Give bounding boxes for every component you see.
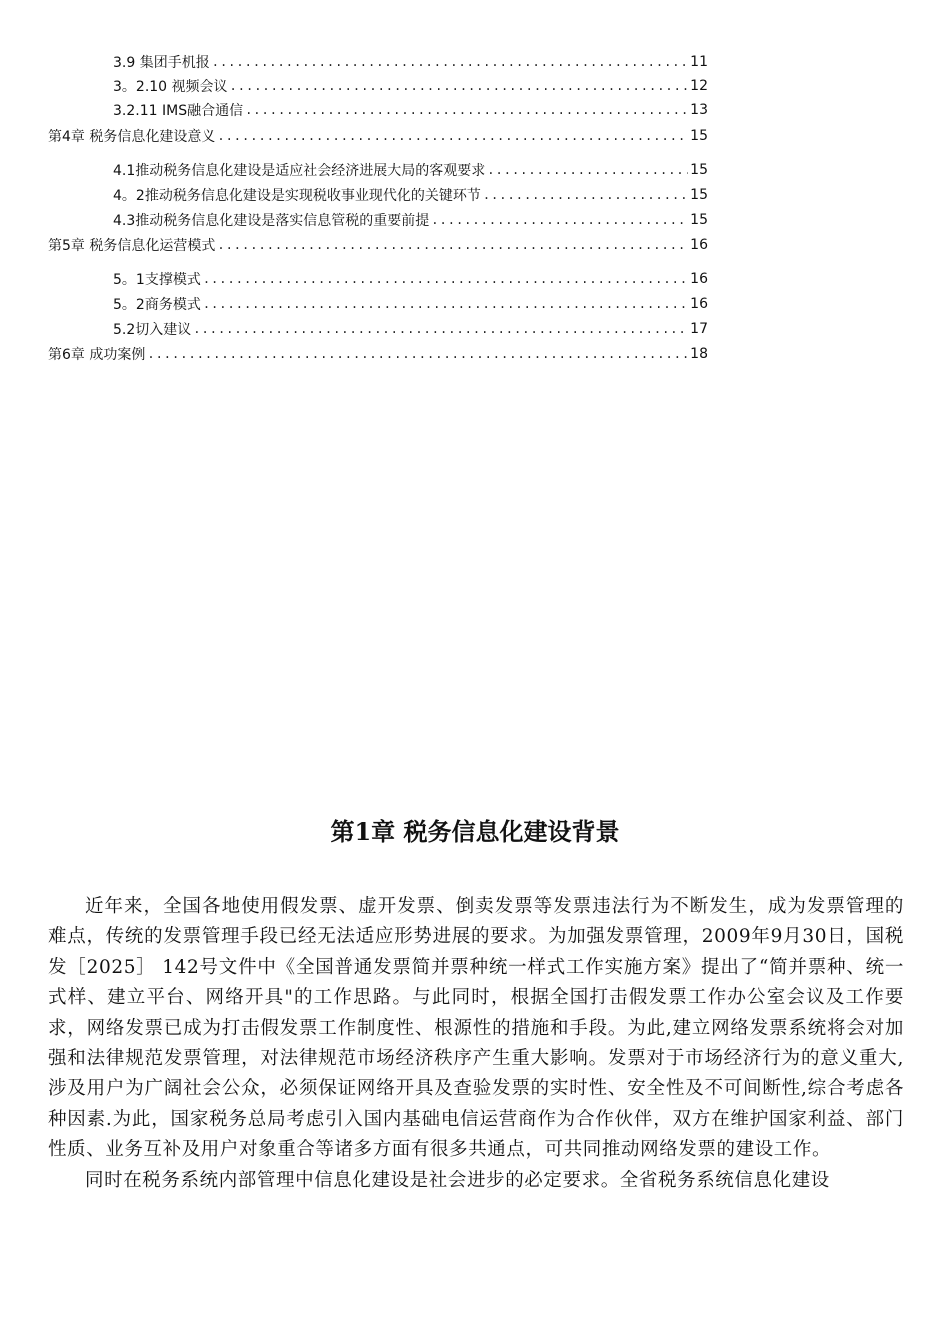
- toc-entry[interactable]: [113, 74, 708, 98]
- toc-chapter-entry[interactable]: [48, 342, 708, 366]
- toc-leader-dots: [217, 238, 688, 252]
- toc-entry-label: 4.1推动税务信息化建设是适应社会经济进展大局的客观要求: [113, 163, 486, 179]
- toc-entry-label: 5.2切入建议: [113, 322, 192, 338]
- toc-entry-page: 16: [690, 296, 708, 312]
- chapter-title: 第1章 税务信息化建设背景: [330, 817, 620, 846]
- toc-entry-page: 15: [690, 128, 708, 144]
- toc-leader-dots: [217, 129, 688, 143]
- toc-entry-label: 5。2商务模式: [113, 297, 201, 313]
- toc-entry-page: 12: [690, 78, 708, 94]
- chapter-body: [48, 892, 904, 1196]
- toc-entry-label: 3。2.10 视频会议: [113, 79, 228, 95]
- toc-leader-dots: [483, 188, 688, 202]
- toc-chapter-entry[interactable]: [48, 124, 708, 148]
- body-paragraph: 同时在税务系统内部管理中信息化建设是社会进步的必定要求。全省税务系统信息化建设: [85, 1169, 830, 1191]
- toc-leader-dots: [431, 213, 688, 227]
- toc-entry-page: 11: [690, 54, 708, 70]
- toc-leader-dots: [193, 322, 688, 336]
- toc-entry-label: 3.2.11 IMS融合通信: [113, 103, 244, 119]
- toc-entry-page: 15: [690, 212, 708, 228]
- toc-entry[interactable]: [113, 158, 708, 182]
- toc-entry-label: 4.3推动税务信息化建设是落实信息管税的重要前提: [113, 213, 430, 229]
- toc-leader-dots: [203, 272, 688, 286]
- toc-leader-dots: [245, 103, 688, 117]
- toc-entry-page: 15: [690, 187, 708, 203]
- toc-entry-page: 13: [690, 102, 708, 118]
- toc-entry-page: 16: [690, 237, 708, 253]
- toc-chapter-entry[interactable]: [48, 233, 708, 257]
- toc-entry-label: 第6章 成功案例: [48, 347, 146, 363]
- toc-leader-dots: [203, 297, 688, 311]
- toc-entry-label: 5。1支撑模式: [113, 272, 201, 288]
- toc-entry-page: 18: [690, 346, 708, 362]
- toc-entry[interactable]: [113, 267, 708, 291]
- toc-entry[interactable]: [113, 50, 708, 74]
- toc-entry-label: 第4章 税务信息化建设意义: [48, 129, 216, 145]
- toc-entry[interactable]: [113, 208, 708, 232]
- body-paragraph: 近年来，全国各地使用假发票、虚开发票、倒卖发票等发票违法行为不断发生，成为发票管理的难点，传统的发票管理手段已经无法适应形势进展的要求。为加强发票管理，2009年9月30日，国税发［2025］ 142号文件中《全国普通发票简并票种统一样式工作实施方案》提出了“简并票种、统一式样、建立平台、网络开具"的工作思路。与此同时，根据全国打击假发票工作办公室会议及工作要求，网络发票已成为打击假发票工作制度性、根源性的措施和手段。为此,建立网络发票系统将会对加强和法律规范发票管理，对法律规范市场经济秩序产生重大影响。发票对于市场经济行为的意义重大,涉及用户为广阔社会公众，必须保证网络开具及查验发票的实时性、安全性及不可间断性,综合考虑各种因素.为此，国家税务总局考虑引入国内基础电信运营商作为合作伙伴，双方在维护国家利益、部门性质、业务互补及用户对象重合等诸多方面有很多共通点，可共同推动网络发票的建设工作。: [48, 896, 904, 1161]
- toc-leader-dots: [487, 163, 688, 177]
- toc-leader-dots: [147, 347, 688, 361]
- toc-entry-page: 15: [690, 162, 708, 178]
- toc-entry[interactable]: [113, 292, 708, 316]
- toc-leader-dots: [212, 55, 688, 69]
- toc-entry[interactable]: [113, 98, 708, 122]
- toc-leader-dots: [230, 79, 689, 93]
- toc-entry-label: 第5章 税务信息化运营模式: [48, 238, 216, 254]
- toc-entry-page: 16: [690, 271, 708, 287]
- toc-entry[interactable]: [113, 317, 708, 341]
- toc-entry[interactable]: [113, 183, 708, 207]
- toc-entry-label: 3.9 集团手机报: [113, 55, 210, 71]
- toc-entry-page: 17: [690, 321, 708, 337]
- toc-entry-label: 4。2推动税务信息化建设是实现税收事业现代化的关键环节: [113, 188, 481, 204]
